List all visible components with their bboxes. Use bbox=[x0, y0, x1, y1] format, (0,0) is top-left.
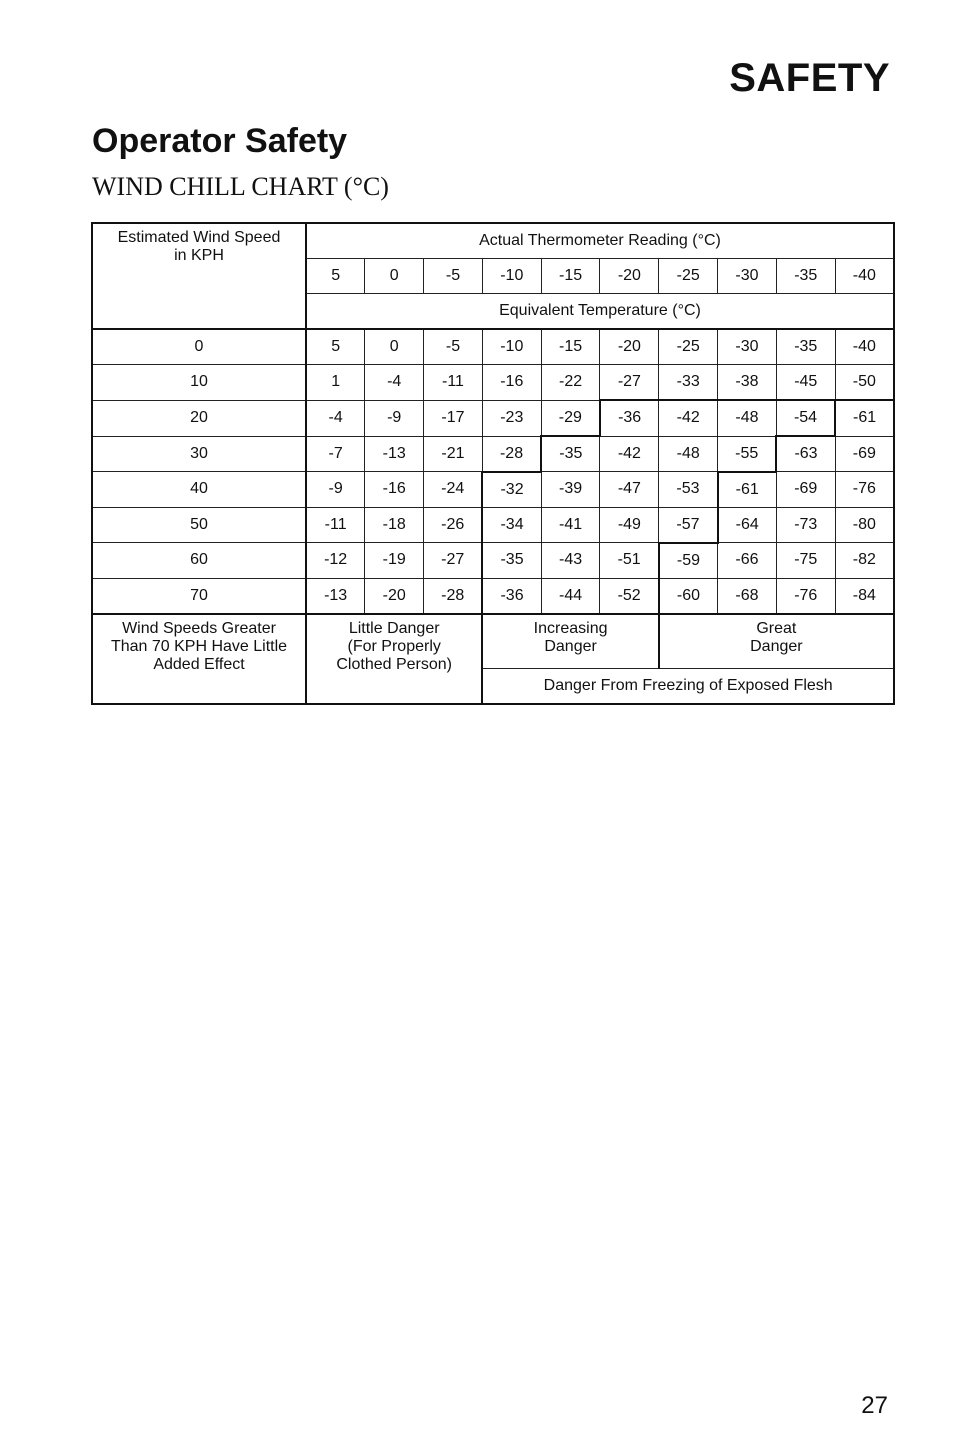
great-danger-cell bbox=[659, 614, 894, 669]
equivalent-temp-cell: -4 bbox=[365, 365, 424, 401]
equivalent-temp-cell: -61 bbox=[718, 472, 777, 508]
equivalent-temp-cell: -13 bbox=[306, 578, 365, 614]
wind-speed-cell: 30 bbox=[92, 436, 306, 472]
little-danger-line2: (For Properly bbox=[347, 637, 441, 655]
increasing-danger-line2: Danger bbox=[544, 637, 597, 655]
equivalent-header: Equivalent Temperature (°C) bbox=[306, 294, 894, 330]
equivalent-temp-cell: -24 bbox=[424, 472, 483, 508]
equivalent-temp-cell: -34 bbox=[482, 507, 541, 543]
equivalent-temp-cell: -35 bbox=[776, 329, 835, 365]
section-header: SAFETY bbox=[729, 56, 890, 100]
wind-speed-cell: 20 bbox=[92, 400, 306, 436]
temp-header-cell: -40 bbox=[835, 259, 894, 294]
equivalent-temp-cell: -68 bbox=[718, 578, 777, 614]
equivalent-temp-cell: 5 bbox=[306, 329, 365, 365]
temp-header-cell: 0 bbox=[365, 259, 424, 294]
great-danger-line2: Danger bbox=[750, 637, 803, 655]
equivalent-temp-cell: -28 bbox=[424, 578, 483, 614]
note-line1: Wind Speeds Greater bbox=[122, 619, 276, 637]
equivalent-temp-cell: -16 bbox=[482, 365, 541, 401]
temp-header-cell: -5 bbox=[424, 259, 483, 294]
equivalent-temp-cell: -42 bbox=[600, 436, 659, 472]
temp-header-cell: -25 bbox=[659, 259, 718, 294]
table-row bbox=[92, 578, 894, 614]
equivalent-temp-cell: 0 bbox=[365, 329, 424, 365]
wind-speed-cell: 50 bbox=[92, 507, 306, 543]
equivalent-temp-cell: -55 bbox=[718, 436, 777, 472]
equivalent-temp-cell: -76 bbox=[776, 578, 835, 614]
equivalent-temp-cell: -23 bbox=[482, 400, 541, 436]
chart-title: WIND CHILL CHART (°C) bbox=[92, 172, 389, 201]
equivalent-temp-cell: -35 bbox=[482, 543, 541, 579]
equivalent-temp-cell: -80 bbox=[835, 507, 894, 543]
equivalent-temp-cell: -19 bbox=[365, 543, 424, 579]
equivalent-temp-cell: -41 bbox=[541, 507, 600, 543]
equivalent-temp-cell: -40 bbox=[835, 329, 894, 365]
temp-header-cell: 5 bbox=[306, 259, 365, 294]
wind-speed-header-line1: Estimated Wind Speed bbox=[117, 229, 281, 246]
equivalent-temp-cell: -36 bbox=[482, 578, 541, 614]
equivalent-temp-cell: -13 bbox=[365, 436, 424, 472]
equivalent-temp-cell: -12 bbox=[306, 543, 365, 579]
equivalent-temp-cell: -11 bbox=[424, 365, 483, 401]
equivalent-temp-cell: -36 bbox=[600, 400, 659, 436]
equivalent-temp-cell: -64 bbox=[718, 507, 777, 543]
equivalent-temp-cell: -29 bbox=[541, 400, 600, 436]
table-row bbox=[92, 400, 894, 436]
table-row bbox=[92, 365, 894, 401]
equivalent-temp-cell: -49 bbox=[600, 507, 659, 543]
equivalent-temp-cell: -51 bbox=[600, 543, 659, 579]
equivalent-temp-cell: -69 bbox=[776, 472, 835, 508]
wind-speed-cell: 0 bbox=[92, 329, 306, 365]
increasing-danger-line1: Increasing bbox=[533, 619, 608, 637]
wind-speed-cell: 70 bbox=[92, 578, 306, 614]
table-row bbox=[92, 507, 894, 543]
freezing-danger-cell: Danger From Freezing of Exposed Flesh bbox=[482, 668, 894, 704]
equivalent-temp-cell: -59 bbox=[659, 543, 718, 579]
equivalent-temp-cell: -17 bbox=[424, 400, 483, 436]
equivalent-temp-cell: -63 bbox=[776, 436, 835, 472]
equivalent-temp-cell: -53 bbox=[659, 472, 718, 508]
equivalent-temp-cell: -27 bbox=[600, 365, 659, 401]
equivalent-temp-cell: -35 bbox=[541, 436, 600, 472]
equivalent-temp-cell: -33 bbox=[659, 365, 718, 401]
equivalent-temp-cell: -21 bbox=[424, 436, 483, 472]
page-number: 27 bbox=[861, 1392, 888, 1419]
wind-speed-header-cell bbox=[92, 223, 306, 329]
equivalent-temp-cell: -47 bbox=[600, 472, 659, 508]
wind-chill-table bbox=[91, 222, 895, 705]
equivalent-temp-cell: -18 bbox=[365, 507, 424, 543]
temp-header-cell: -35 bbox=[776, 259, 835, 294]
table-row bbox=[92, 543, 894, 579]
equivalent-temp-cell: -5 bbox=[424, 329, 483, 365]
equivalent-temp-cell: -43 bbox=[541, 543, 600, 579]
equivalent-temp-cell: -42 bbox=[659, 400, 718, 436]
note-line2: Than 70 KPH Have Little bbox=[110, 637, 288, 655]
temp-header-cell: -15 bbox=[541, 259, 600, 294]
equivalent-temp-cell: -84 bbox=[835, 578, 894, 614]
equivalent-temp-cell: -9 bbox=[306, 472, 365, 508]
equivalent-temp-cell: 1 bbox=[306, 365, 365, 401]
equivalent-temp-cell: -11 bbox=[306, 507, 365, 543]
little-danger-line1: Little Danger bbox=[348, 619, 440, 637]
thermometer-header: Actual Thermometer Reading (°C) bbox=[306, 223, 894, 259]
equivalent-temp-cell: -10 bbox=[482, 329, 541, 365]
equivalent-temp-cell: -28 bbox=[482, 436, 541, 472]
equivalent-temp-cell: -7 bbox=[306, 436, 365, 472]
equivalent-temp-cell: -9 bbox=[365, 400, 424, 436]
equivalent-temp-cell: -76 bbox=[835, 472, 894, 508]
equivalent-temp-cell: -66 bbox=[718, 543, 777, 579]
wind-speed-cell: 60 bbox=[92, 543, 306, 579]
equivalent-temp-cell: -50 bbox=[835, 365, 894, 401]
wind-speed-header-line2: in KPH bbox=[174, 247, 224, 264]
equivalent-temp-cell: -45 bbox=[776, 365, 835, 401]
table-row bbox=[92, 436, 894, 472]
equivalent-temp-cell: -52 bbox=[600, 578, 659, 614]
equivalent-temp-cell: -75 bbox=[776, 543, 835, 579]
wind-speed-cell: 40 bbox=[92, 472, 306, 508]
equivalent-temp-cell: -48 bbox=[718, 400, 777, 436]
equivalent-temp-cell: -82 bbox=[835, 543, 894, 579]
equivalent-temp-cell: -44 bbox=[541, 578, 600, 614]
little-danger-line3: Clothed Person) bbox=[336, 655, 452, 673]
equivalent-temp-cell: -69 bbox=[835, 436, 894, 472]
equivalent-temp-cell: -25 bbox=[659, 329, 718, 365]
table-row bbox=[92, 472, 894, 508]
equivalent-temp-cell: -16 bbox=[365, 472, 424, 508]
little-danger-cell bbox=[306, 614, 482, 704]
note-line3: Added Effect bbox=[153, 655, 245, 673]
table-row bbox=[92, 329, 894, 365]
equivalent-temp-cell: -61 bbox=[835, 400, 894, 436]
temp-header-cell: -20 bbox=[600, 259, 659, 294]
great-danger-line1: Great bbox=[756, 619, 797, 637]
note-cell bbox=[92, 614, 306, 704]
equivalent-temp-cell: -48 bbox=[659, 436, 718, 472]
equivalent-temp-cell: -54 bbox=[776, 400, 835, 436]
equivalent-temp-cell: -22 bbox=[541, 365, 600, 401]
equivalent-temp-cell: -30 bbox=[718, 329, 777, 365]
equivalent-temp-cell: -32 bbox=[482, 472, 541, 508]
equivalent-temp-cell: -39 bbox=[541, 472, 600, 508]
temp-header-cell: -10 bbox=[482, 259, 541, 294]
equivalent-temp-cell: -4 bbox=[306, 400, 365, 436]
equivalent-temp-cell: -60 bbox=[659, 578, 718, 614]
equivalent-temp-cell: -27 bbox=[424, 543, 483, 579]
equivalent-temp-cell: -57 bbox=[659, 507, 718, 543]
equivalent-temp-cell: -38 bbox=[718, 365, 777, 401]
increasing-danger-cell bbox=[482, 614, 658, 669]
equivalent-temp-cell: -26 bbox=[424, 507, 483, 543]
wind-speed-cell: 10 bbox=[92, 365, 306, 401]
page-title: Operator Safety bbox=[92, 122, 348, 160]
equivalent-temp-cell: -73 bbox=[776, 507, 835, 543]
equivalent-temp-cell: -15 bbox=[541, 329, 600, 365]
equivalent-temp-cell: -20 bbox=[365, 578, 424, 614]
temp-header-cell: -30 bbox=[718, 259, 777, 294]
equivalent-temp-cell: -20 bbox=[600, 329, 659, 365]
